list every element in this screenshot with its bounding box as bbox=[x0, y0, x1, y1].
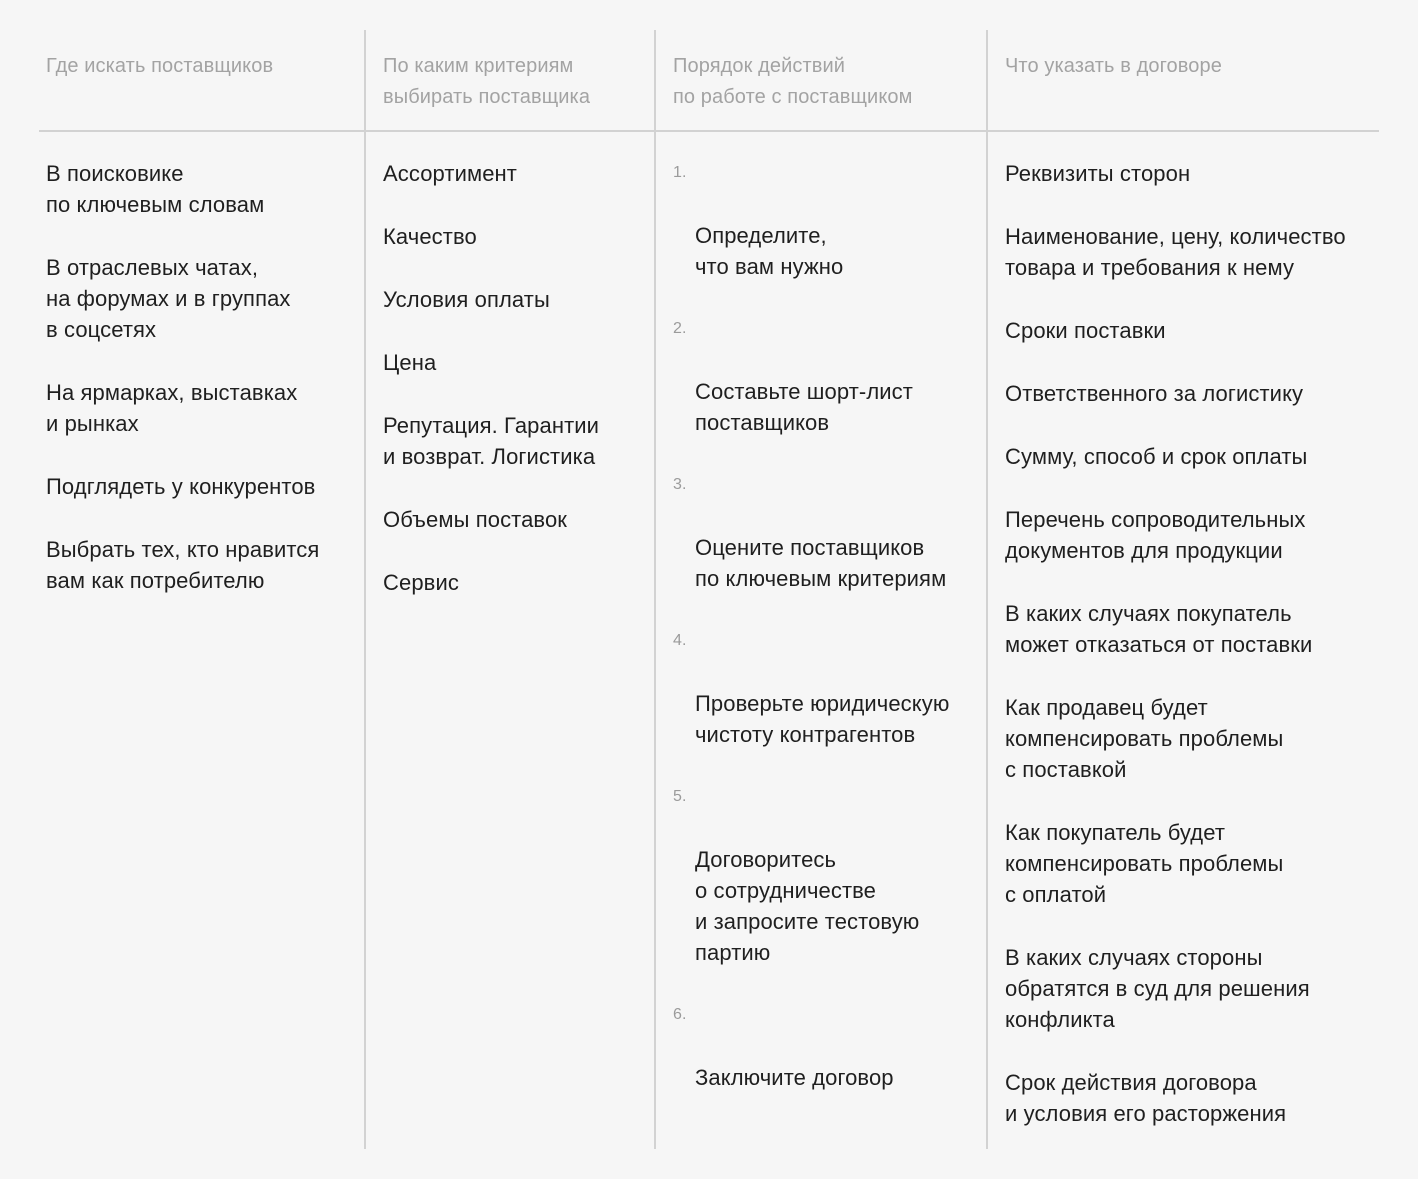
step-item bbox=[673, 782, 949, 968]
item-list bbox=[383, 158, 599, 630]
list-item: В каких случаях покупатель может отказаться от поставки bbox=[1005, 601, 1313, 657]
step-item bbox=[673, 470, 949, 594]
column-header: Порядок действий по работе с поставщиком bbox=[673, 55, 913, 108]
list-item: Цена bbox=[383, 350, 437, 375]
list-item: Перечень сопроводительных документов для продукции bbox=[1005, 507, 1306, 563]
column-divider bbox=[654, 30, 656, 1149]
list-item: Ассортимент bbox=[383, 161, 517, 186]
list-item: Выбрать тех, кто нравится вам как потребителю bbox=[46, 537, 320, 593]
step-text: Составьте шорт-лист поставщиков bbox=[695, 379, 913, 435]
step-list bbox=[673, 158, 949, 1125]
column-action-steps bbox=[673, 30, 979, 1149]
list-item: В поисковике по ключевым словам bbox=[46, 161, 265, 217]
list-item: Качество bbox=[383, 224, 477, 249]
step-text: Проверьте юридическую чистоту контрагентов bbox=[695, 691, 950, 747]
item-list bbox=[46, 158, 319, 628]
step-number: 5. bbox=[673, 788, 687, 805]
step-text: Договоритесь о сотрудничестве и запросите тестовую партию bbox=[695, 847, 920, 965]
step-text: Определите, что вам нужно bbox=[695, 223, 844, 279]
list-item: Как продавец будет компенсировать проблемы с поставкой bbox=[1005, 695, 1284, 782]
list-item: Срок действия договора и условия его расторжения bbox=[1005, 1070, 1287, 1126]
step-item bbox=[673, 626, 949, 750]
item-list bbox=[1005, 158, 1346, 1161]
step-number: 6. bbox=[673, 1006, 687, 1023]
column-selection-criteria bbox=[383, 30, 645, 1149]
column-contract-terms bbox=[1005, 30, 1377, 1149]
list-item: В каких случаях стороны обратятся в суд для решения конфликта bbox=[1005, 945, 1310, 1032]
list-item: Объемы поставок bbox=[383, 507, 568, 532]
step-number: 1. bbox=[673, 164, 687, 181]
list-item: Сумму, способ и срок оплаты bbox=[1005, 444, 1308, 469]
list-item: Реквизиты сторон bbox=[1005, 161, 1191, 186]
column-header: Где искать поставщиков bbox=[46, 55, 274, 77]
column-divider bbox=[364, 30, 366, 1149]
list-item: На ярмарках, выставках и рынках bbox=[46, 380, 298, 436]
list-item: Ответственного за логистику bbox=[1005, 381, 1304, 406]
column-header: По каким критериям выбирать поставщика bbox=[383, 55, 591, 108]
list-item: Сервис bbox=[383, 570, 459, 595]
list-item: В отраслевых чатах, на форумах и в группах в соцсетях bbox=[46, 255, 291, 342]
step-text: Заключите договор bbox=[695, 1065, 894, 1090]
list-item: Сроки поставки bbox=[1005, 318, 1166, 343]
list-item: Репутация. Гарантии и возврат. Логистика bbox=[383, 413, 600, 469]
step-item bbox=[673, 1000, 949, 1093]
supplier-guide-table bbox=[39, 30, 1379, 1149]
step-item bbox=[673, 158, 949, 282]
step-number: 4. bbox=[673, 632, 687, 649]
column-header: Что указать в договоре bbox=[1005, 55, 1222, 77]
step-item bbox=[673, 314, 949, 438]
list-item: Наименование, цену, количество товара и требования к нему bbox=[1005, 224, 1346, 280]
column-where-to-search bbox=[46, 30, 356, 1149]
step-number: 3. bbox=[673, 476, 687, 493]
list-item: Подглядеть у конкурентов bbox=[46, 474, 316, 499]
step-text: Оцените поставщиков по ключевым критериям bbox=[695, 535, 947, 591]
step-number: 2. bbox=[673, 320, 687, 337]
list-item: Как покупатель будет компенсировать проблемы с оплатой bbox=[1005, 820, 1284, 907]
list-item: Условия оплаты bbox=[383, 287, 550, 312]
column-divider bbox=[986, 30, 988, 1149]
